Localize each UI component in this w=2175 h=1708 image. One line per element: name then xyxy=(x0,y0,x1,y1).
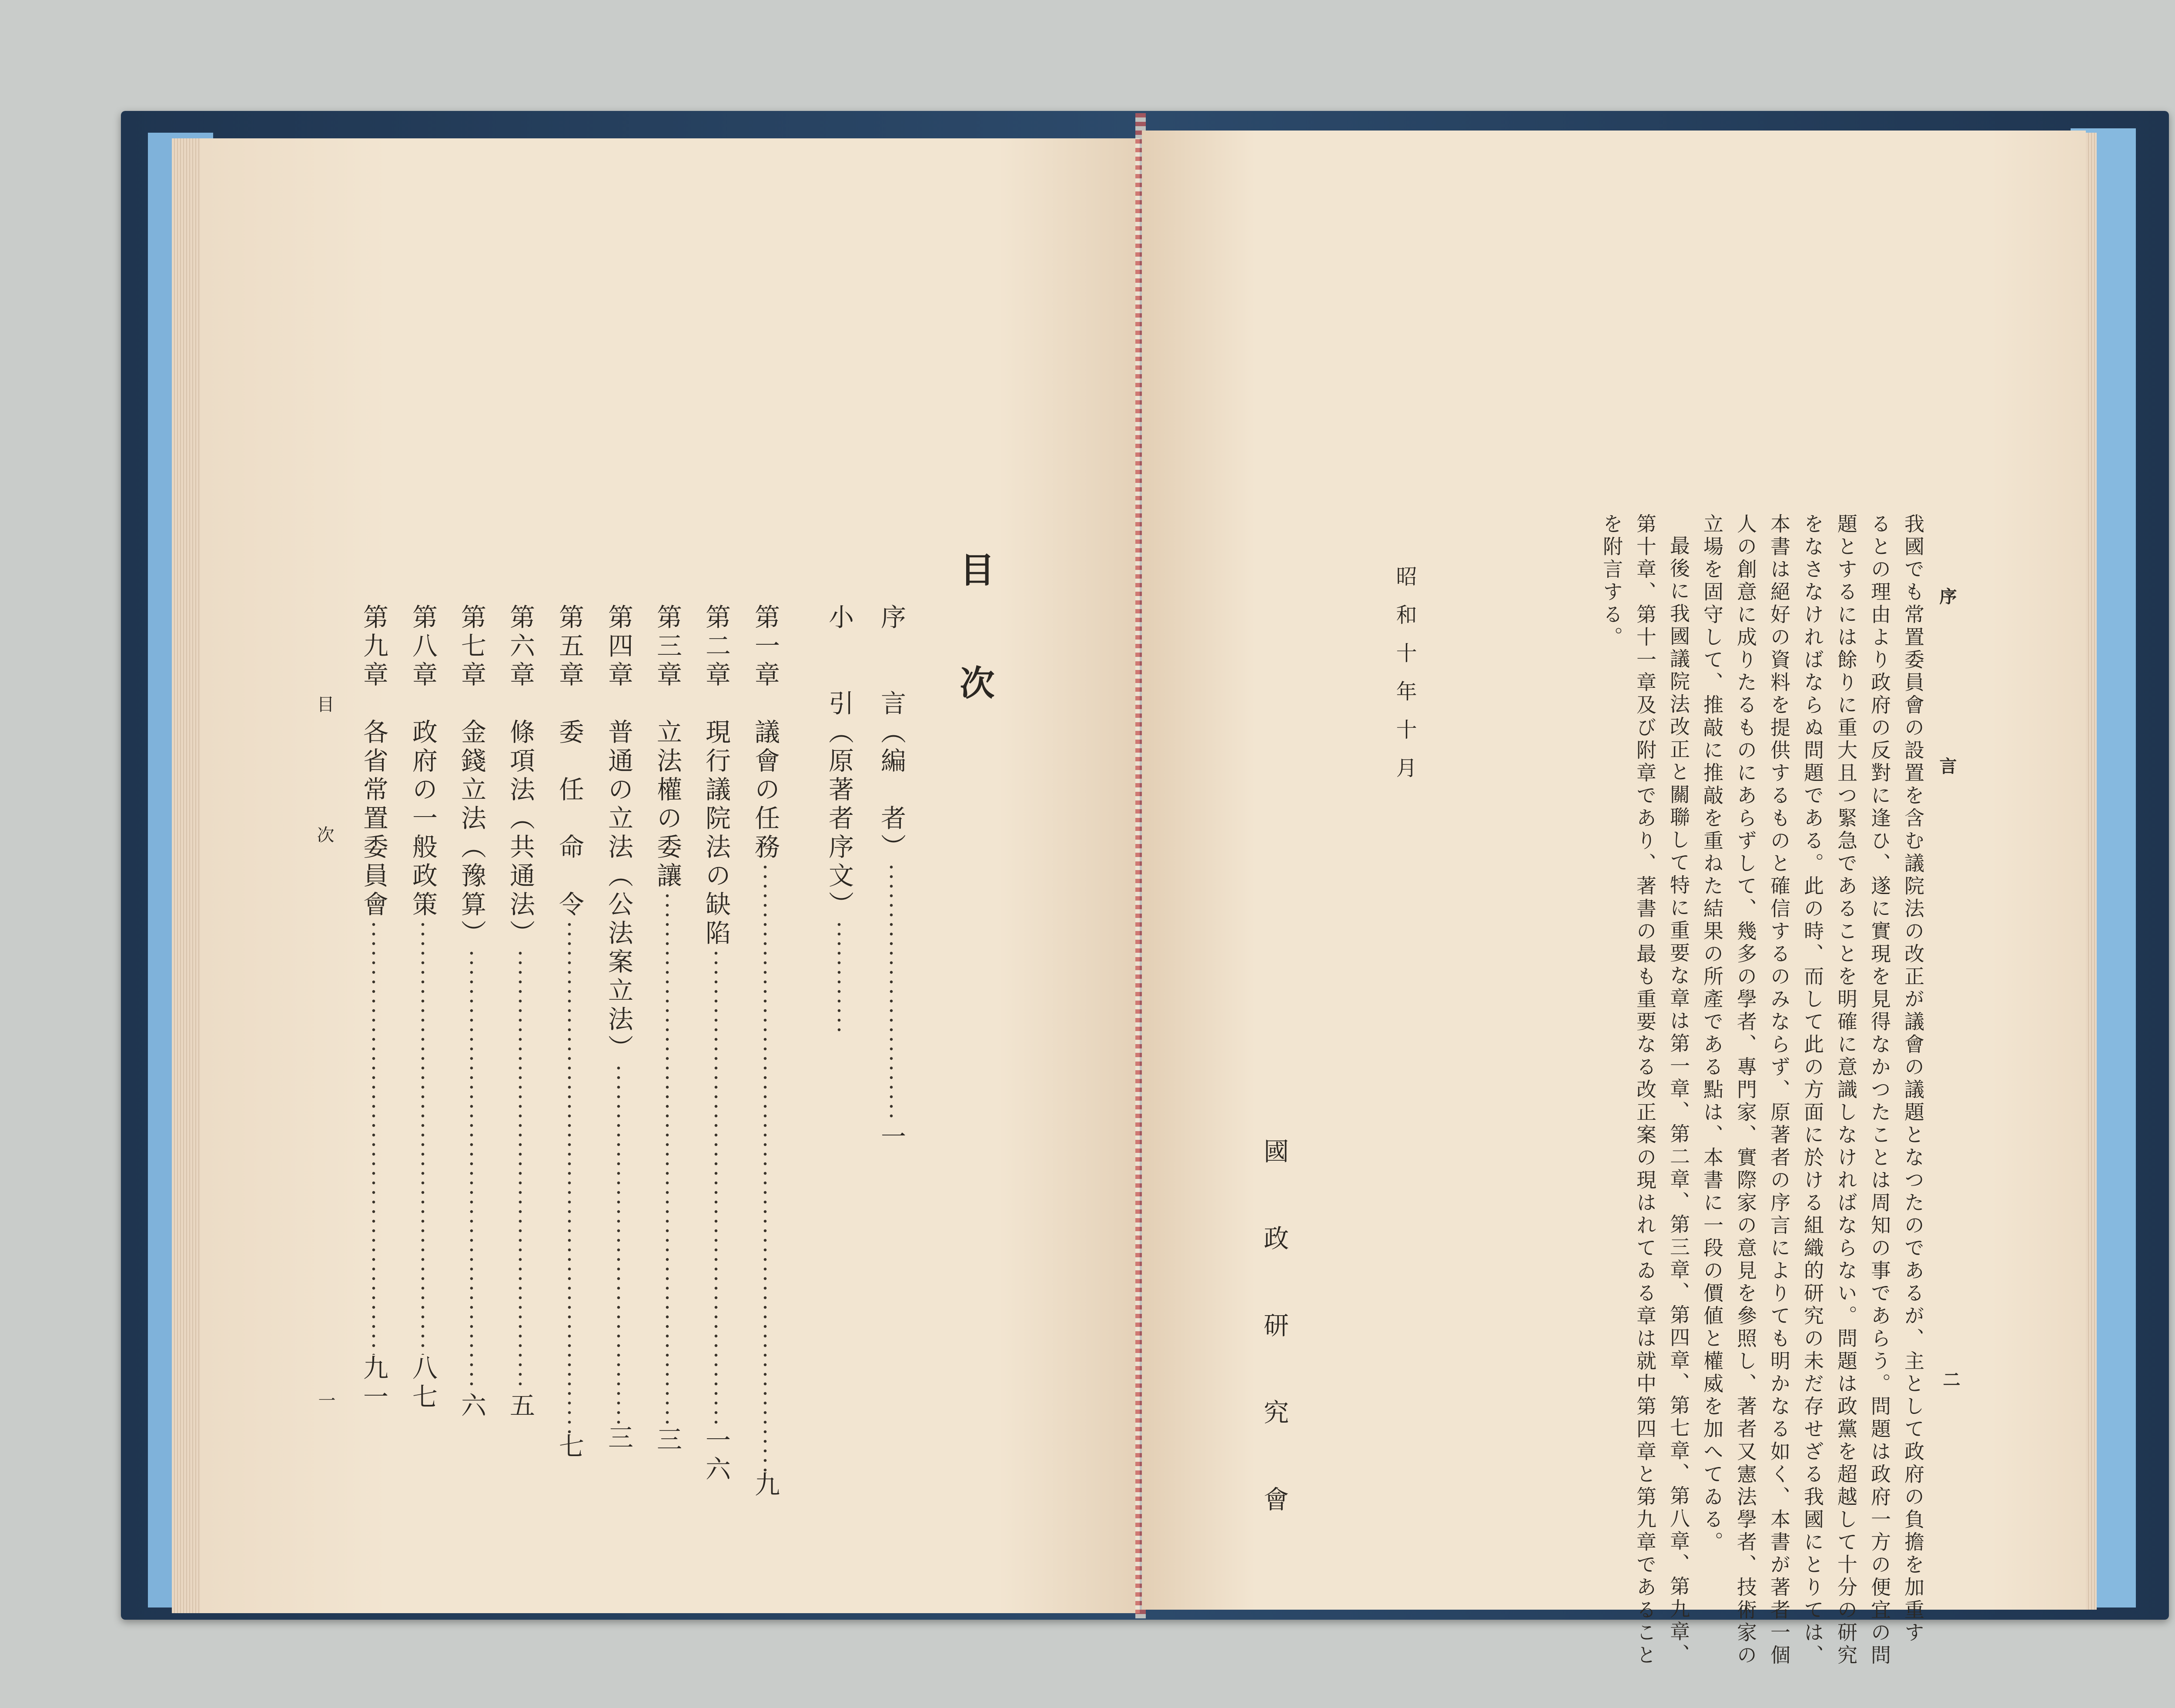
toc-entry-preface: 序 言（編 者）一 xyxy=(877,604,906,1152)
toc-entry-chapter-4: 第四章 普通の立法（公法案立法）三 xyxy=(604,604,633,1453)
org-char-3: 研 xyxy=(1264,1311,1289,1340)
toc-entry-chapter-7: 第七章 金錢立法（豫算）六 xyxy=(457,604,486,1421)
right-page-number: 二 xyxy=(1940,1370,1961,1388)
right-running-head: 序 言 xyxy=(1937,587,1957,814)
toc-entry-chapter-6: 第六章 條項法（共通法）五 xyxy=(505,604,535,1421)
org-char-4: 究 xyxy=(1264,1398,1289,1427)
body-line-7: 立場を固守して、推敲に推敲を重ねた結果の所產である點は、本書に一段の價値と權威を加へてゐる。 xyxy=(1700,513,1724,1554)
org-char-2: 政 xyxy=(1264,1224,1289,1253)
toc-entry-chapter-5: 第五章 委 任 命 令七 xyxy=(555,604,584,1462)
toc-entry-chapter-9: 第九章 各省常置委員會九一 xyxy=(359,604,388,1412)
body-line-2: るとの理由より政府の反對に逢ひ、遂に實現を見得なかつたことは周知の事であらう。問題は政府一方の便宜の問 xyxy=(1868,513,1891,1667)
org-char-1: 國 xyxy=(1264,1137,1289,1166)
body-line-5: 本書は絕好の資料を提供するものと確信するのみならず、原著者の序言によりても明かなる如く、本書が著者一個 xyxy=(1767,513,1791,1667)
org-char-5: 會 xyxy=(1264,1485,1289,1514)
toc-entry-chapter-8: 第八章 政府の一般政策八七 xyxy=(408,604,438,1412)
body-line-3: 題とするには餘りに重大且つ緊急であることを明確に意識しなければならない。問題は政黨を超越して十分の研究 xyxy=(1834,513,1858,1667)
left-running-head: 目 次 xyxy=(314,695,334,891)
toc-entry-chapter-2: 第二章 現行議院法の缺陷一六 xyxy=(701,604,731,1484)
body-line-4: をなさなければならぬ問題である。此の時、而して此の方面に於ける組織的研究の未だ存せざる我國にとりては、 xyxy=(1801,513,1824,1667)
body-line-10: を附言する。 xyxy=(1600,513,1623,649)
preface-date: 昭和十年十月 xyxy=(1392,566,1417,795)
toc-entry-introduction: 小 引（原著者序文） xyxy=(826,604,852,1033)
toc-entry-chapter-1: 第一章 議會の任務九 xyxy=(750,604,780,1500)
body-line-1: 我國でも常置委員會の設置を含む議院法の改正が議會の議題となつたのであるが、主として政府の負擔を加重す xyxy=(1901,513,1925,1644)
toc-title: 目次 xyxy=(954,552,995,778)
left-page-number: 一 xyxy=(315,1391,335,1409)
body-line-6: 人の創意に成りたるものにあらずして、幾多の學者、專門家、實際家の意見を參照し、著者又憲法學者、技術家の xyxy=(1734,513,1757,1667)
left-page xyxy=(200,138,1140,1613)
body-line-9: 第十章、第十一章及び附章であり、著書の最も重要なる改正案の現はれてゐる章は就中第四章と第九章であること xyxy=(1633,513,1657,1667)
body-line-8: 最後に我國議院法改正と關聯して特に重要な章は第一章、第二章、第三章、第四章、第七章、第八章、第九章、 xyxy=(1667,535,1690,1666)
toc-entry-chapter-3: 第三章 立法權の委讓三 xyxy=(652,604,682,1455)
right-page xyxy=(1142,131,2086,1667)
